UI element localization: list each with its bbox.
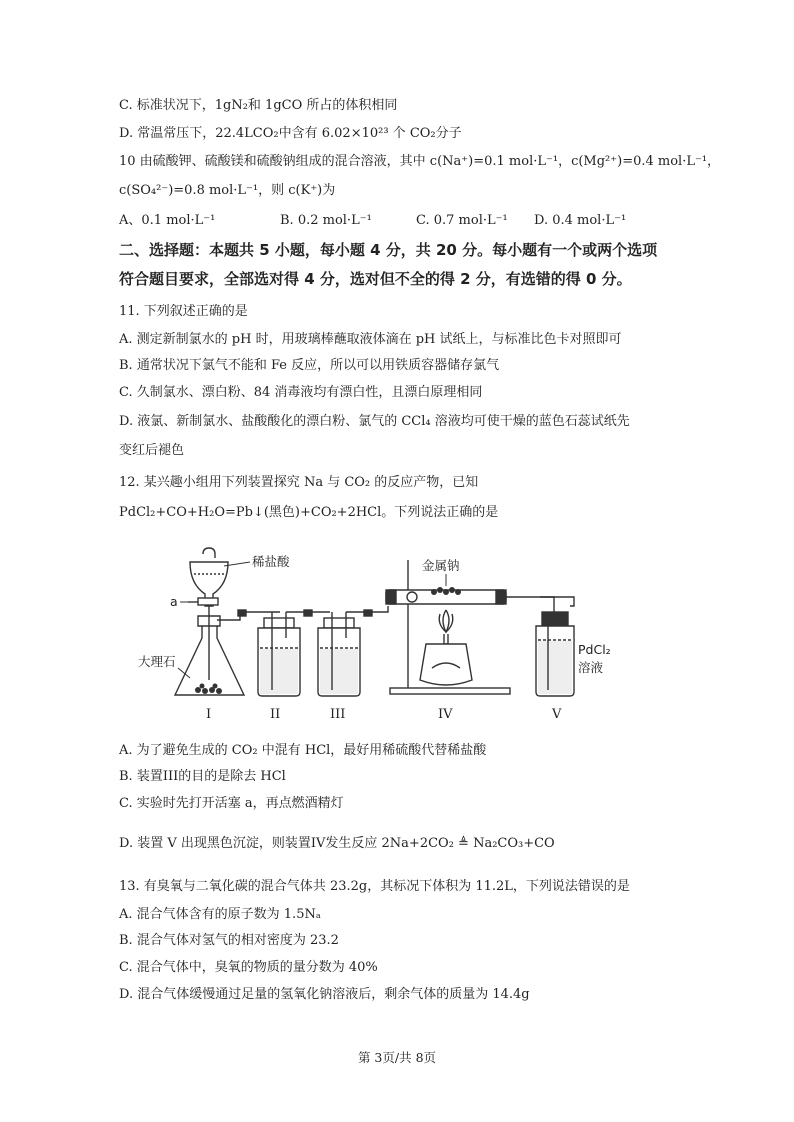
apparatus-label-3: III — [330, 707, 346, 722]
q11-option-a: A. 测定新制氯水的 pH 时，用玻璃棒蘸取液体滴在 pH 试纸上，与标准比色卡对照即可 — [119, 332, 622, 347]
label-sodium: 金属钠 — [422, 558, 460, 573]
q12-option-b: B. 装置III的目的是除去 HCl — [119, 769, 286, 784]
q9-option-d: D. 常温常压下，22.4LCO₂中含有 6.02×10²³ 个 CO₂分子 — [119, 126, 462, 141]
q13-option-b: B. 混合气体对氢气的相对密度为 23.2 — [119, 933, 339, 948]
q10-option-a: A、0.1 mol·L⁻¹ — [119, 213, 216, 228]
label-dilute-hcl: 稀盐酸 — [252, 554, 290, 569]
q12-stem-line2: PdCl₂+CO+H₂O=Pb↓(黑色)+CO₂+2HCl。下列说法正确的是 — [119, 505, 499, 520]
q10-stem-line1: 10 由硫酸钾、硫酸镁和硫酸钠组成的混合溶液，其中 c(Na⁺)=0.1 mol·L⁻¹，c(Mg²⁺)=0.4 mol·L⁻¹， — [119, 154, 721, 169]
apparatus-label-5: V — [552, 707, 562, 722]
q10-option-b: B. 0.2 mol·L⁻¹ — [280, 213, 372, 228]
apparatus-label-4: IV — [438, 707, 453, 722]
q11-option-c: C. 久制氯水、漂白粉、84 消毒液均有漂白性，且漂白原理相同 — [119, 385, 483, 400]
apparatus-label-2: II — [270, 707, 281, 722]
q10-option-c: C. 0.7 mol·L⁻¹ — [416, 213, 508, 228]
q10-stem-line2: c(SO₄²⁻)=0.8 mol·L⁻¹，则 c(K⁺)为 — [119, 183, 336, 198]
q12-option-d: D. 装置 V 出现黑色沉淀，则装置IV发生反应 2Na+2CO₂ ≜ Na₂CO₃+CO — [119, 836, 555, 851]
section2-heading-line2: 符合题目要求，全部选对得 4 分，选对但不全的得 2 分，有选错的得 0 分。 — [119, 270, 632, 288]
q11-option-d-line2: 变红后褪色 — [119, 443, 185, 458]
apparatus-label-1: I — [206, 707, 212, 722]
label-pdcl2: PdCl₂ — [578, 642, 611, 657]
q11-option-b: B. 通常状况下氯气不能和 Fe 反应，所以可以用铁质容器储存氯气 — [119, 358, 500, 373]
q13-option-a: A. 混合气体含有的原子数为 1.5Nₐ — [119, 907, 321, 922]
page-footer: 第 3页/共 8页 — [357, 1050, 437, 1065]
label-marble: 大理石 — [138, 654, 176, 669]
q9-option-c: C. 标准状况下，1gN₂和 1gCO 所占的体积相同 — [119, 98, 398, 113]
q13-stem: 13. 有臭氧与二氧化碳的混合气体共 23.2g，其标况下体积为 11.2L，下列说法错误的是 — [119, 879, 630, 894]
q13-option-c: C. 混合气体中，臭氧的物质的量分数为 40% — [119, 960, 378, 975]
q10-options — [119, 212, 626, 230]
q11-option-d-line1: D. 液氯、新制氯水、盐酸酸化的漂白粉、氯气的 CCl₄ 溶液均可使干燥的蓝色石蕊试纸先 — [119, 414, 630, 429]
apparatus-figure — [138, 540, 611, 725]
q10-option-d: D. 0.4 mol·L⁻¹ — [534, 213, 627, 228]
q12-option-a: A. 为了避免生成的 CO₂ 中混有 HCl，最好用稀硫酸代替稀盐酸 — [119, 743, 487, 758]
q11-stem: 11. 下列叙述正确的是 — [119, 304, 248, 319]
q12-option-c: C. 实验时先打开活塞 a，再点燃酒精灯 — [119, 796, 344, 811]
q13-option-d: D. 混合气体缓慢通过足量的氢氧化钠溶液后，剩余气体的质量为 14.4g — [119, 987, 530, 1002]
section2-heading-line1: 二、选择题：本题共 5 小题，每小题 4 分，共 20 分。每小题有一个或两个选项 — [119, 241, 658, 259]
q12-stem-line1: 12. 某兴趣小组用下列装置探究 Na 与 CO₂ 的反应产物，已知 — [119, 475, 479, 490]
label-valve-a: a — [170, 594, 178, 609]
label-solution: 溶液 — [578, 660, 604, 675]
